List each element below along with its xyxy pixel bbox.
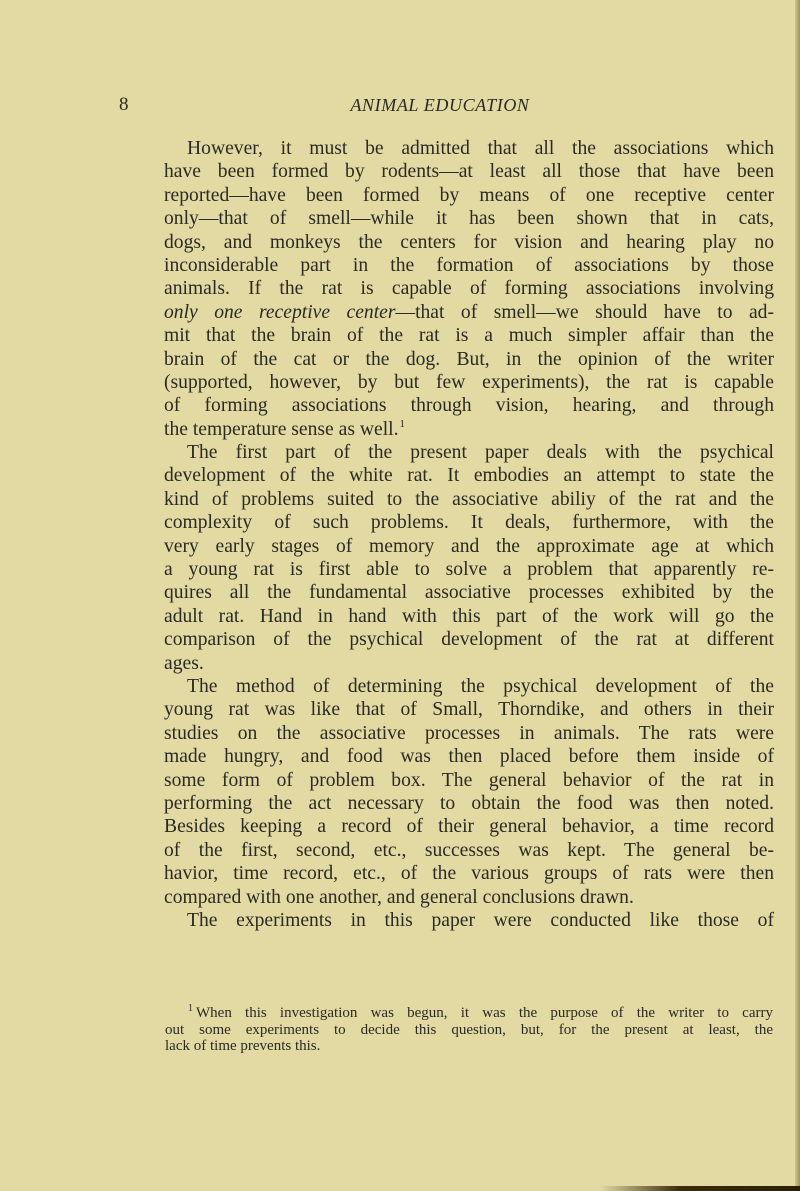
text-fragment: When this investigation was begun, it was the purpose of the writer to carry	[196, 1005, 773, 1021]
text-line: dogs, and monkeys the centers for vision and hearing play no	[164, 231, 774, 253]
page-number: 8	[119, 94, 129, 115]
text-line: a young rat is first able to solve a problem that apparently re-	[164, 559, 774, 581]
text-line: adult rat. Hand in hand with this part of the work will go the	[164, 605, 774, 627]
page-right-edge	[795, 0, 800, 1191]
italic-emphasis: only one receptive center	[164, 301, 396, 323]
text-line	[164, 301, 774, 324]
footnote-line: out some experiments to decide this question, but, for the present at least, the	[165, 1021, 773, 1038]
text-line: of the first, second, etc., successes was kept. The general be-	[164, 839, 774, 861]
text-line: The method of determining the psychical development of the	[187, 675, 774, 697]
footnote-line: lack of time prevents this.	[165, 1038, 321, 1055]
footnote-line	[165, 1005, 773, 1022]
text-line: complexity of such problems. It deals, furthermore, with the	[164, 512, 774, 534]
text-line: brain of the cat or the dog. But, in the opinion of the writer	[164, 348, 774, 370]
text-line: performing the act necessary to obtain the food was then noted.	[164, 792, 774, 814]
footnote-reference[interactable]: 1	[399, 417, 405, 430]
text-line: have been formed by rodents—at least all those that have been	[164, 161, 774, 183]
footnote-mark: 1	[188, 1003, 193, 1014]
text-line: reported—have been formed by means of one receptive center	[164, 184, 774, 206]
text-line: young rat was like that of Small, Thorndike, and others in their	[164, 699, 774, 721]
running-head: ANIMAL EDUCATION	[350, 95, 530, 115]
text-line: mit that the brain of the rat is a much simpler affair than the	[164, 325, 774, 347]
text-fragment: —that of smell—we should have to ad-	[395, 301, 774, 323]
text-line: inconsiderable part in the formation of associations by those	[164, 254, 774, 276]
page-header	[0, 94, 800, 118]
text-line: havior, time record, etc., of the various groups of rats were then	[164, 863, 774, 885]
text-line: However, it must be admitted that all the associations which	[187, 138, 774, 159]
text-line: ages.	[164, 652, 204, 674]
text-line: compared with one another, and general conclusions drawn.	[164, 886, 634, 908]
page-bottom-edge-shadow	[600, 1186, 800, 1191]
text-line: only—that of smell—while it has been shown that in cats,	[164, 208, 774, 230]
text-line: The first part of the present paper deals with the psychical	[187, 442, 774, 464]
text-line: Besides keeping a record of their general behavior, a time record	[164, 816, 774, 838]
text-line: of forming associations through vision, hearing, and through	[164, 395, 774, 417]
text-line: (supported, however, by but few experiments), the rat is capable	[164, 371, 774, 393]
text-line: very early stages of memory and the approximate age at which	[164, 535, 774, 557]
text-line: kind of problems suited to the associative abiliy of the rat and the	[164, 488, 774, 510]
text-fragment: the temperature sense as well.	[164, 418, 399, 440]
text-line: made hungry, and food was then placed before them inside of	[164, 746, 774, 768]
text-line: comparison of the psychical development of the rat at different	[164, 629, 774, 651]
text-line: The experiments in this paper were conducted like those of	[187, 909, 774, 931]
body-text	[164, 137, 774, 932]
text-line	[164, 418, 774, 441]
text-line: animals. If the rat is capable of forming associations involving	[164, 278, 774, 300]
text-line: some form of problem box. The general behavior of the rat in	[164, 769, 774, 791]
footnotes	[165, 1005, 773, 1055]
text-line: studies on the associative processes in animals. The rats were	[164, 722, 774, 744]
text-line: development of the white rat. It embodies an attempt to state the	[164, 465, 774, 487]
text-line: quires all the fundamental associative processes exhibited by the	[164, 582, 774, 604]
